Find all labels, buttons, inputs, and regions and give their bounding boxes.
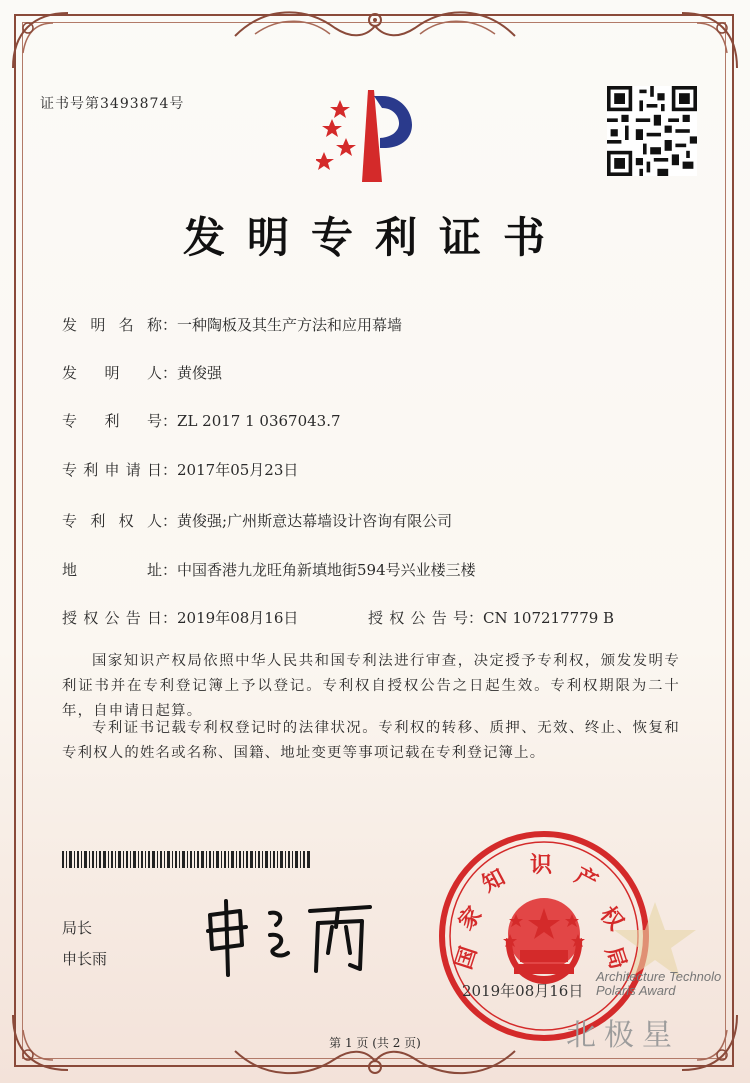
field-value: ZL 2017 1 0367043.7	[177, 412, 341, 430]
field-inventor: 发明人：黄俊强	[62, 364, 223, 382]
field-application-date: 专利申请日：2017年05月23日	[62, 461, 299, 479]
field-patent-number: 专利号：ZL 2017 1 0367043.7	[62, 412, 341, 430]
field-label: 专利权人	[62, 512, 162, 530]
field-label: 发明名称	[62, 316, 162, 334]
field-label: 授权公告日	[62, 609, 162, 627]
stamp-date: 2019年08月16日	[462, 982, 584, 1000]
field-value: 2019年08月16日	[177, 609, 299, 627]
watermark-chinese: 北极星	[566, 1018, 680, 1053]
signature-icon	[200, 893, 380, 983]
corner-ornament-icon	[672, 8, 742, 78]
field-label: 专利号	[62, 412, 162, 430]
seal-text: 国 家 知 识 产 权 局	[450, 852, 632, 973]
field-grant-date: 授权公告日：2019年08月16日	[62, 609, 299, 627]
field-value: 黄俊强;广州斯意达幕墙设计咨询有限公司	[177, 512, 453, 530]
field-value: 2017年05月23日	[177, 461, 299, 479]
field-value: CN 107217779 B	[483, 609, 615, 627]
field-label: 地址	[62, 561, 162, 579]
field-grant-number: 授权公告号：CN 107217779 B	[368, 609, 615, 627]
field-invention-name: 发明名称：一种陶板及其生产方法和应用幕墙	[62, 316, 403, 334]
field-patentee: 专利权人：黄俊强;广州斯意达幕墙设计咨询有限公司	[62, 512, 453, 530]
field-value: 中国香港九龙旺角新填地街594号兴业楼三楼	[177, 561, 476, 579]
watermark-english: Architecture Technolo Polaris Award	[596, 969, 722, 998]
top-ornament-icon	[225, 6, 525, 46]
director-name: 申长雨	[62, 950, 108, 968]
page-number: 第 1 页 (共 2 页)	[329, 1036, 421, 1050]
corner-ornament-icon	[8, 8, 78, 78]
field-address: 地址：中国香港九龙旺角新填地街594号兴业楼三楼	[62, 561, 476, 579]
grant-paragraph: 国家知识产权局依照中华人民共和国专利法进行审查，决定授予专利权，颁发发明专利证书并在专利登记簿上予以登记。专利权自授权公告之日起生效。专利权期限为二十年，自申请日起算。	[62, 653, 680, 719]
watermark-star-icon	[610, 900, 700, 980]
barcode-icon	[62, 851, 310, 868]
qr-code-icon	[607, 86, 697, 176]
certificate-number: 证书号第3493874号	[40, 96, 185, 112]
legal-status-paragraph: 专利证书记载专利权登记时的法律状况。专利权的转移、质押、无效、终止、恢复和专利权人的姓名或名称、国籍、地址变更等事项记载在专利登记簿上。	[62, 720, 680, 761]
field-label: 专利申请日	[62, 461, 162, 479]
director-title: 局长	[62, 919, 93, 937]
field-label: 授权公告号	[368, 609, 468, 627]
certificate-title: 发明专利证书	[182, 213, 567, 262]
field-label: 发明人	[62, 364, 162, 382]
patent-office-logo-icon	[316, 86, 438, 186]
field-value: 黄俊强	[177, 364, 223, 382]
field-value: 一种陶板及其生产方法和应用幕墙	[177, 316, 403, 334]
